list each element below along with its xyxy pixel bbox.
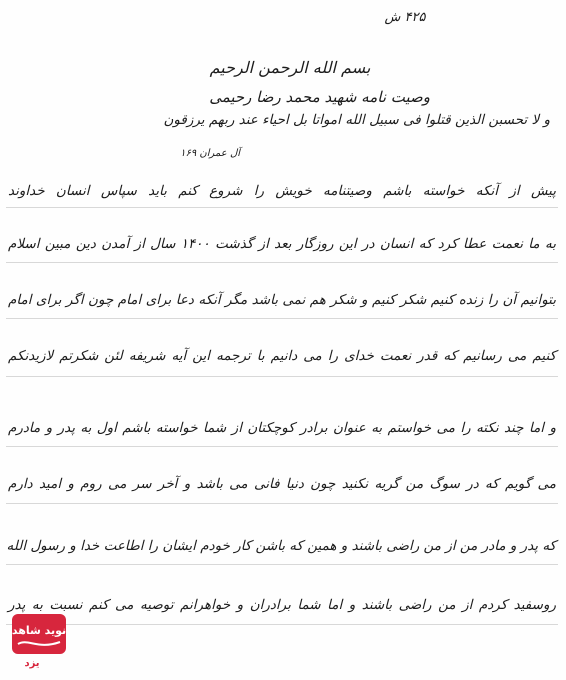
line-rule <box>6 624 558 625</box>
bismillah-heading: بسم الله الرحمن الرحیم <box>209 58 371 77</box>
watermark-text: نوید شاهد <box>11 624 67 637</box>
watermark-subtext: یزد <box>24 658 40 669</box>
body-line-8: روسفید کردم از من راضی باشند و اما شما برادران و خواهرانم توصیه می کنم نسبت به پدر <box>8 597 556 613</box>
body-line-1: پیش از آنکه خواسته باشم وصیتنامه خویش را شروع کنم باید سپاس انسان خداوند <box>8 183 556 199</box>
body-line-2: به ما نعمت عطا کرد که انسان در این روزگار بعد از گذشت ۱۴۰۰ سال از آمدن دین مبین اسلام <box>8 236 556 252</box>
body-line-3: بتوانیم آن را زنده کنیم شکر کنیم و شکر هم نمی باشد مگر آنکه دعا برای امام چون اگر برای امام <box>8 292 556 308</box>
line-rule <box>6 262 558 263</box>
body-line-6: می گویم که در سوگ من گریه نکنید چون دنیا فانی می باشد و آخر سر می روم و امید دارم <box>8 476 556 492</box>
watermark-logo <box>8 608 70 670</box>
body-line-7: که پدر و مادر من از من راضی باشند و همین که باشن کار خودم ایشان را اطاعت خدا و رسول الله <box>6 538 556 554</box>
line-rule <box>6 564 558 565</box>
will-title: وصیت نامه شهید محمد رضا رحیمی <box>209 88 430 106</box>
line-rule <box>6 376 558 377</box>
line-rule <box>6 503 558 504</box>
line-rule <box>6 207 558 208</box>
verse-reference: آل عمران ۱۶۹ <box>180 148 240 159</box>
page-number: ۴۲۵ ش <box>384 10 426 25</box>
quran-verse: و لا تحسبن الذین قتلوا فی سبیل الله امواتا بل احیاء عند ربهم یرزقون <box>163 112 550 128</box>
body-line-4: کنیم می رسانیم که قدر نعمت خدای را می دانیم با ترجمه این آیه شریفه لئن شکرتم لازیدنکم <box>8 348 556 364</box>
line-rule <box>6 446 558 447</box>
line-rule <box>6 318 558 319</box>
body-line-5: و اما چند نکته را می خواستم به عنوان برادر کوچکتان از شما خواسته باشم اول به پدر و مادرم <box>8 420 556 436</box>
